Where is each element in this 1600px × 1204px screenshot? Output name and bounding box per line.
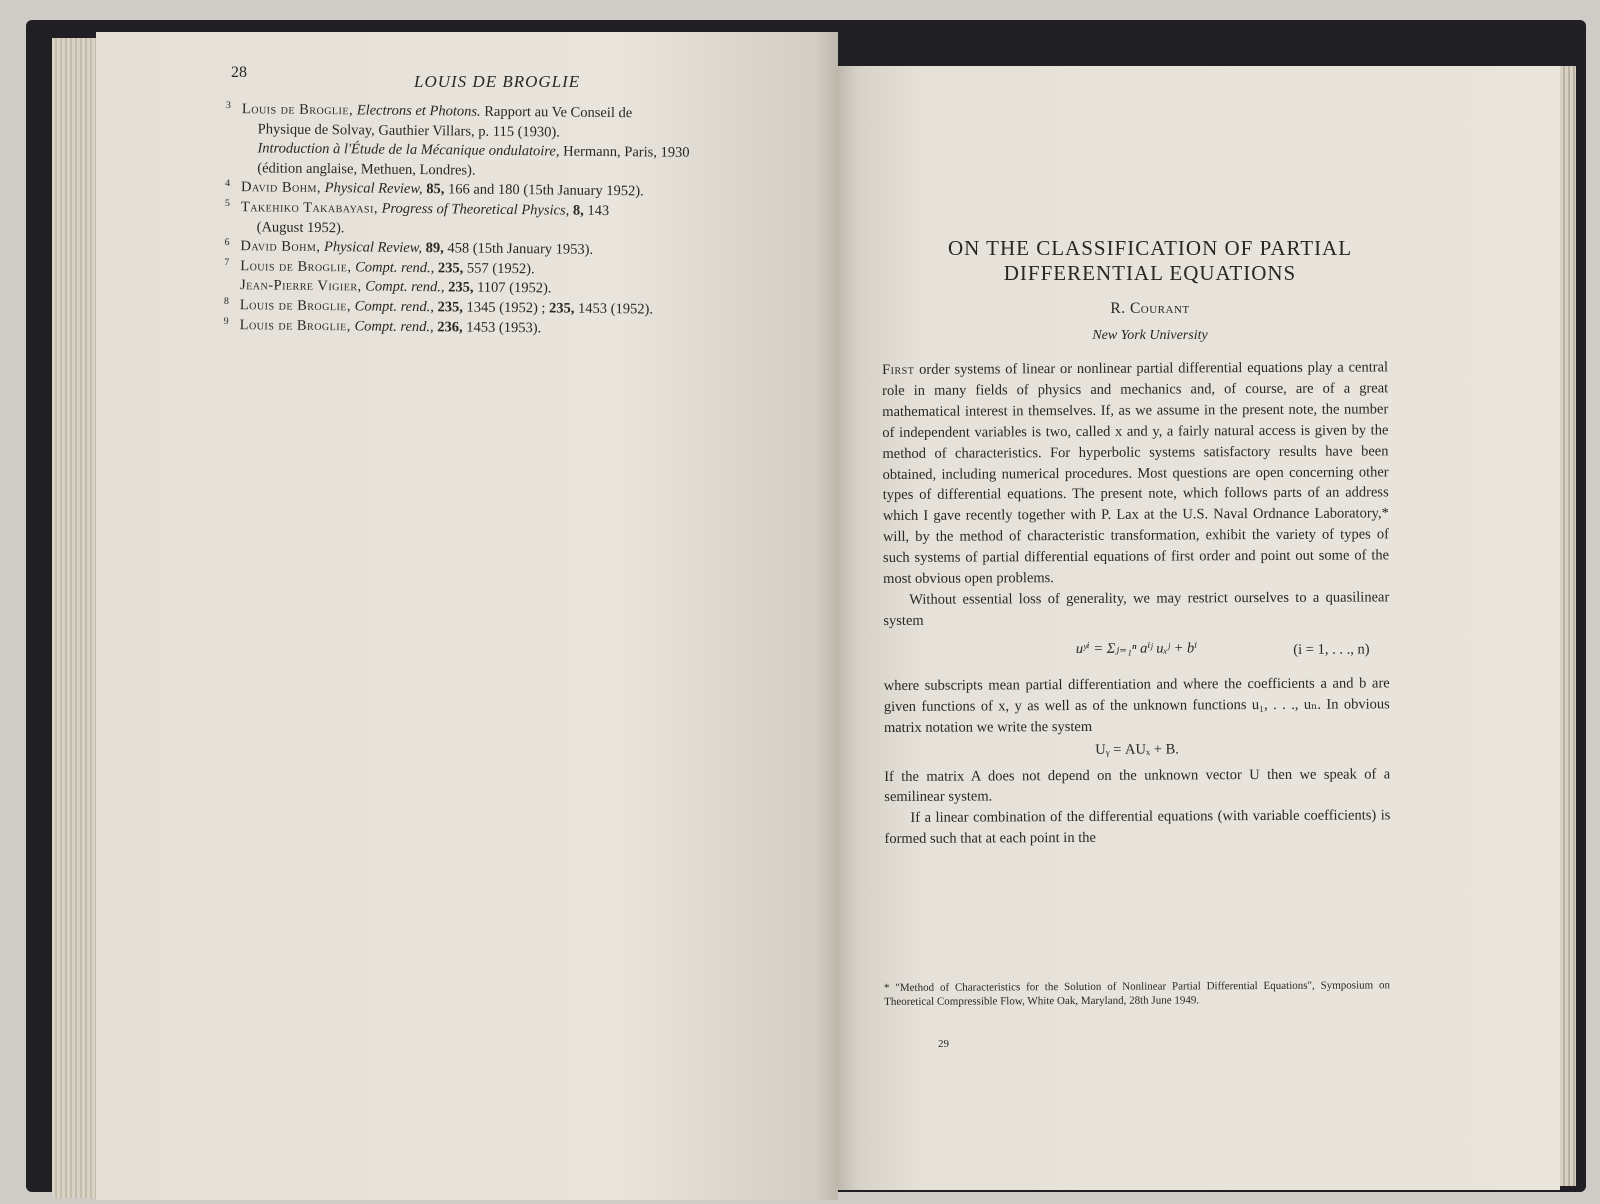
- reference-text: (édition anglaise, Methuen, Londres).: [257, 160, 476, 179]
- reference-line: [240, 316, 764, 341]
- reference-mark: 5: [224, 197, 230, 210]
- reference-text: Compt. rend.,: [350, 298, 435, 316]
- page-edges-right: [1560, 66, 1576, 1186]
- reference-text: David Bohm,: [241, 179, 322, 197]
- reference-item: [225, 198, 765, 243]
- reference-text: Hermann, Paris, 1930: [559, 143, 690, 162]
- reference-text: Progress of Theoretical Physics,: [377, 200, 570, 219]
- reference-mark: 6: [224, 237, 230, 249]
- lead-word: First: [882, 361, 915, 378]
- reference-text: 85,: [422, 181, 445, 198]
- reference-text: Compt. rend.,: [350, 317, 434, 335]
- page-edges-left: [52, 38, 98, 1198]
- reference-text: Electrons et Photons.: [353, 102, 481, 120]
- running-head: LOUIS DE BROGLIE: [414, 72, 581, 91]
- reference-text: Louis de Broglie,: [241, 101, 354, 119]
- reference-text: Louis de Broglie,: [239, 297, 352, 315]
- reference-text: Physique de Solvay, Gauthier Villars, p. 115 (1930).: [257, 120, 561, 141]
- equation-1-condition: (i = 1, . . ., n): [1293, 641, 1370, 658]
- reference-text: 235,: [444, 279, 474, 296]
- reference-text: 235,: [433, 299, 464, 316]
- equation-1: [883, 637, 1389, 668]
- paragraph-3: where subscripts mean partial differentiation and where the coefficients a and b are given functions of x, y as well as of the unknown functions u₁, . . ., uₙ. In obvious matrix notation we write the system: [883, 675, 1390, 736]
- reference-text: 1453 (1952).: [574, 300, 654, 318]
- paragraph-1-text: order systems of linear or nonlinear partial differential equations play a central role in many fields of physics and mechanics and, of course, are of a great mathematical interest in themselves. If, as we assume in the present note, the number of independent variables is two, called x and y, a fairly natural access is given by the method of characteristics. For hyperbolic systems satisfactory results have been obtained, including numerical procedures. Most questions are open concerning other types of differential equations. The present note, which follows parts of an address which I gave recently together with P. Lax at the U.S. Naval Ordnance Laboratory,* will, by the method of characteristic transformation, exhibit the variety of types of such systems of partial differential equations of first order and point out some of the most obvious open problems.: [882, 359, 1390, 588]
- reference-item: [224, 257, 764, 302]
- equation-1-text: uʸⁱ = Σⱼ₌₁ⁿ aⁱʲ uₓʲ + bⁱ: [1075, 640, 1198, 657]
- right-page: [838, 66, 1560, 1190]
- reference-text: 235,: [545, 300, 575, 317]
- reference-text: Physical Review,: [320, 180, 423, 198]
- reference-text: David Bohm,: [240, 238, 321, 256]
- reference-text: Louis de Broglie,: [240, 257, 352, 276]
- reference-text: 143: [583, 202, 610, 219]
- reference-text: Physical Review,: [320, 239, 423, 257]
- reference-text: 1345 (1952) ;: [462, 299, 546, 317]
- reference-mark: 7: [224, 256, 230, 268]
- paragraph-1: [882, 357, 1389, 590]
- reference-mark: 4: [225, 178, 231, 190]
- article-title: [910, 236, 1390, 286]
- reference-text: 557 (1952).: [463, 260, 535, 277]
- title-line-1: ON THE CLASSIFICATION OF PARTIAL: [947, 236, 1353, 260]
- reference-text: 458 (15th January 1953).: [443, 240, 594, 259]
- reference-text: 1453 (1953).: [462, 319, 542, 336]
- footnote: * "Method of Characteristics for the Solution of Nonlinear Partial Differential Equations", Symposium on Theoretical Compressible Flow, White Oak, Maryland, 28th June 1949.: [884, 979, 1391, 1008]
- reference-text: 1107 (1952).: [473, 279, 552, 297]
- paragraph-2: Without essential loss of generality, we may restrict ourselves to a quasilinear system: [883, 589, 1390, 629]
- page-number-right: 29: [938, 1038, 949, 1050]
- article-body: [882, 357, 1391, 850]
- paragraph-4: If the matrix A does not depend on the unknown vector U then we speak of a semilinear system.: [884, 765, 1391, 806]
- reference-text: Introduction à l'Étude de la Mécanique ondulatoire,: [257, 140, 560, 160]
- reference-text: Compt. rend.,: [361, 278, 445, 296]
- reference-mark: 9: [223, 315, 229, 327]
- reference-text: 89,: [421, 240, 444, 257]
- reference-text: Rapport au Ve Conseil de: [480, 103, 633, 122]
- reference-list: [224, 100, 766, 341]
- left-page: [96, 32, 838, 1200]
- reference-text: Jean-Pierre Vigier,: [239, 277, 362, 295]
- reference-text: Louis de Broglie,: [239, 316, 351, 334]
- author: R. Courant: [1110, 300, 1190, 317]
- equation-2: Uᵧ = AUₓ + B.: [1095, 740, 1179, 758]
- title-line-2: DIFFERENTIAL EQUATIONS: [1003, 261, 1297, 285]
- affiliation: New York University: [1092, 328, 1208, 343]
- reference-text: Takehiko Takabayasi,: [240, 199, 379, 217]
- reference-text: 235,: [434, 259, 464, 277]
- reference-text: 8,: [569, 202, 584, 219]
- reference-text: 236,: [433, 318, 463, 336]
- paragraph-5: If a linear combination of the differential equations (with variable coefficients) is formed such that at each point in the: [884, 807, 1391, 848]
- reference-item: [225, 100, 766, 184]
- reference-mark: 8: [223, 295, 229, 307]
- reference-text: 166 and 180 (15th January 1952).: [444, 181, 644, 200]
- page-number-left: 28: [231, 64, 247, 81]
- reference-text: (August 1952).: [256, 218, 345, 236]
- reference-mark: 3: [225, 100, 231, 112]
- reference-text: Compt. rend.,: [351, 259, 435, 276]
